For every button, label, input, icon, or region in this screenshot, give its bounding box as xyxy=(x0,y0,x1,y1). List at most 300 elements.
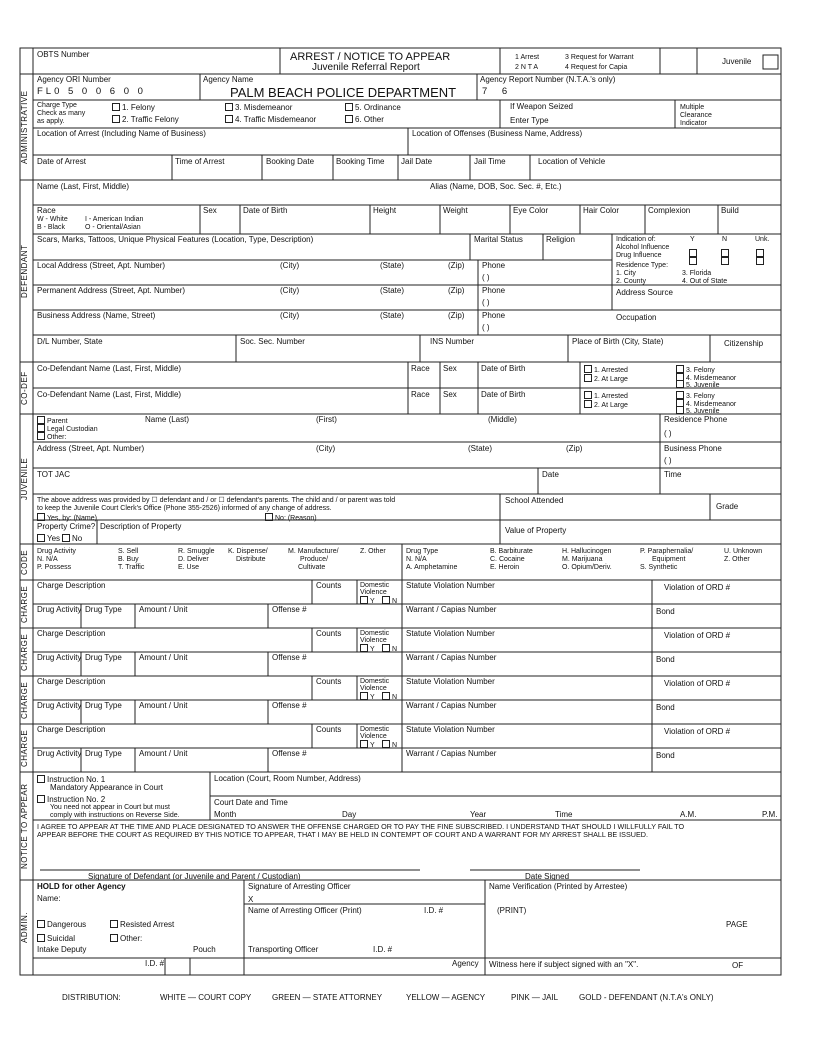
codef-dob-2: Date of Birth xyxy=(481,390,526,399)
codef-arrested-2[interactable] xyxy=(584,391,628,400)
label: N xyxy=(392,694,398,701)
local-phone-paren[interactable]: ( ) xyxy=(482,273,490,282)
alcohol-label: Alcohol Influence xyxy=(616,244,670,251)
warrant-label: Warrant / Capias Number xyxy=(406,701,497,710)
dt-barbiturate: B. Barbiturate xyxy=(490,548,533,555)
rt-county: 2. County xyxy=(616,278,646,285)
amount-label: Amount / Unit xyxy=(139,701,188,710)
intake-id-label: I.D. # xyxy=(145,959,165,968)
section-charge-1: CHARGE xyxy=(20,585,29,623)
dob-label: Date of Birth xyxy=(243,206,288,215)
scars-label: Scars, Marks, Tattoos, Unique Physical Features (Location, Type, Description) xyxy=(37,235,314,244)
juv-time-label: Time xyxy=(664,470,682,479)
arrest-option-3: 3 Request for Warrant xyxy=(565,54,634,61)
charge-type-misdemeanor[interactable] xyxy=(225,103,292,112)
dv-y[interactable] xyxy=(360,596,375,605)
drug-activity-label: Drug Activity xyxy=(37,605,82,614)
juv-notice-1: The above address was provided by ☐ defendant and / or ☐ defendant's parents. The child and / or parent was told xyxy=(37,497,396,504)
amount-label: Amount / Unit xyxy=(139,653,188,662)
label: No: (Reason) xyxy=(275,515,317,522)
report-number-value[interactable]: 7 6 xyxy=(482,86,514,97)
bus-state-label: (State) xyxy=(380,311,405,320)
ord-label: Violation of ORD # xyxy=(664,727,731,736)
complexion-label: Complexion xyxy=(648,206,691,215)
checkbox-icon xyxy=(345,103,353,111)
rt-florida: 3. Florida xyxy=(682,270,712,277)
label: Suicidal xyxy=(47,934,76,943)
time-arrest-label: Time of Arrest xyxy=(175,157,225,166)
ord-label: Violation of ORD # xyxy=(664,679,731,688)
da-sell: S. Sell xyxy=(118,548,139,555)
checkbox-icon xyxy=(584,400,592,408)
offense-label: Offense # xyxy=(272,605,307,614)
label: Resisted Arrest xyxy=(120,920,175,929)
dangerous-checkbox[interactable] xyxy=(37,920,86,929)
checkbox-icon xyxy=(37,775,45,783)
perm-phone-paren[interactable]: ( ) xyxy=(482,298,490,307)
court-date-label: Court Date and Time xyxy=(214,798,288,807)
counts-label: Counts xyxy=(316,677,342,686)
da-dispense: K. Dispense/ xyxy=(228,548,268,555)
codef-juv-1[interactable] xyxy=(676,380,719,389)
dv-label-2: Violence xyxy=(360,589,387,596)
label: 2. At Large xyxy=(594,376,628,383)
warrant-label: Warrant / Capias Number xyxy=(406,653,497,662)
label: Instruction No. 1 xyxy=(47,775,106,784)
dt-synthetic: S. Synthetic xyxy=(640,564,678,571)
charge-desc-label: Charge Description xyxy=(37,725,106,734)
witness-label: Witness here if subject signed with an "X". xyxy=(489,960,639,969)
juv-yes-by[interactable] xyxy=(37,513,97,522)
defendant-name-label: Name (Last, First, Middle) xyxy=(37,182,130,191)
da-na: N. N/A xyxy=(37,556,58,563)
month-label: Month xyxy=(214,810,237,819)
obts-label: OBTS Number xyxy=(37,50,90,59)
codef-atlarge-2[interactable] xyxy=(584,400,628,409)
officer-signature-x: X xyxy=(248,895,254,904)
ins-label: INS Number xyxy=(430,337,475,346)
property-yes[interactable] xyxy=(37,534,60,543)
drug-type-label: Drug Type xyxy=(85,701,122,710)
weapon-enter-type[interactable]: Enter Type xyxy=(510,116,549,125)
checkbox-icon xyxy=(110,934,118,942)
bus-zip-label: (Zip) xyxy=(448,311,465,320)
juv-zip: (Zip) xyxy=(566,444,583,453)
n-col: N xyxy=(722,236,728,243)
indication-label: Indication of: xyxy=(616,236,656,243)
local-address-label: Local Address (Street, Apt. Number) xyxy=(37,261,166,270)
of-label: OF xyxy=(732,961,744,970)
checkbox-icon xyxy=(62,534,70,542)
statute-label: Statute Violation Number xyxy=(406,629,495,638)
dv-label-2: Violence xyxy=(360,637,387,644)
dt-paraphernalia: P. Paraphernalia/ xyxy=(640,548,694,555)
label: 2. At Large xyxy=(594,402,628,409)
checkbox-icon xyxy=(382,692,390,700)
officer-id-label: I.D. # xyxy=(424,906,444,915)
dv-label: Domestic xyxy=(360,582,390,589)
checkbox-icon xyxy=(676,391,684,399)
offense-label: Offense # xyxy=(272,701,307,710)
perm-zip-label: (Zip) xyxy=(448,286,465,295)
section-charge-3: CHARGE xyxy=(20,681,29,719)
drug-type-label: Drug Type xyxy=(85,653,122,662)
label: 3. Felony xyxy=(686,367,715,374)
dv-y[interactable] xyxy=(360,644,375,653)
statute-label: Statute Violation Number xyxy=(406,677,495,686)
code-drug-type: Drug Type xyxy=(406,548,439,555)
da-deliver: D. Deliver xyxy=(178,556,209,563)
section-juvenile: JUVENILE xyxy=(20,457,29,501)
drug-y-checkbox[interactable] xyxy=(689,252,699,268)
checkbox-icon xyxy=(37,934,45,942)
ct3-label: 3. Misdemeanor xyxy=(235,103,293,112)
label: Instruction No. 2 xyxy=(47,795,106,804)
dt-hallucinogen: H. Hallucinogen xyxy=(562,548,612,555)
perm-city-label: (City) xyxy=(280,286,300,295)
multiple-clearance-3: Indicator xyxy=(680,120,707,127)
dt-opium: O. Opium/Deriv. xyxy=(562,564,612,571)
dist-pink: PINK — JAIL xyxy=(511,993,559,1002)
intake-deputy-label: Intake Deputy xyxy=(37,945,87,954)
occupation-label: Occupation xyxy=(616,313,657,322)
jail-time-label: Jail Time xyxy=(474,157,506,166)
religion-label: Religion xyxy=(546,235,575,244)
label: Parent xyxy=(47,418,68,425)
dt-heroin: E. Heroin xyxy=(490,564,520,571)
arrest-option-4: 4 Request for Capia xyxy=(565,64,628,71)
checkbox-icon xyxy=(112,115,120,123)
hold-name-label: Name: xyxy=(37,894,61,903)
charge-type-ordinance[interactable] xyxy=(345,103,401,112)
bond-label: Bond xyxy=(656,751,675,760)
label: Y xyxy=(370,742,375,749)
jail-date-label: Jail Date xyxy=(401,157,433,166)
da-produce: Produce/ xyxy=(300,556,329,563)
height-label: Height xyxy=(373,206,397,215)
y-col: Y xyxy=(690,236,695,243)
weight-label: Weight xyxy=(443,206,468,215)
drug-type-label: Drug Type xyxy=(85,749,122,758)
perm-phone-label: Phone xyxy=(482,286,506,295)
drug-n-checkbox[interactable] xyxy=(721,252,731,268)
form-subtitle: Juvenile Referral Report xyxy=(312,62,420,73)
da-buy: B. Buy xyxy=(118,556,139,563)
label: N xyxy=(392,742,398,749)
charge-type-label: Charge Type xyxy=(37,102,77,109)
local-phone-label: Phone xyxy=(482,261,506,270)
residence-type-label: Residence Type: xyxy=(616,262,669,269)
juvenile-label: Juvenile xyxy=(722,57,752,66)
distribution-label: DISTRIBUTION: xyxy=(62,993,121,1002)
multiple-clearance-2: Clearance xyxy=(680,112,712,119)
pob-label: Place of Birth (City, State) xyxy=(572,337,664,346)
checkbox-icon xyxy=(676,365,684,373)
check-as-many: Check as many xyxy=(37,110,86,117)
drug-activity-label: Drug Activity xyxy=(37,653,82,662)
dt-amphetamine: A. Amphetamine xyxy=(406,564,458,571)
drug-activity-label: Drug Activity xyxy=(37,701,82,710)
warrant-label: Warrant / Capias Number xyxy=(406,605,497,614)
as-apply: as apply. xyxy=(37,118,65,125)
race-black: B - Black xyxy=(37,224,66,231)
label: 5. Juvenile xyxy=(686,408,720,415)
dv-n[interactable] xyxy=(382,644,397,653)
agency-name-value[interactable]: PALM BEACH POLICE DEPARTMENT xyxy=(230,85,457,100)
codef-name-label-2: Co-Defendant Name (Last, First, Middle) xyxy=(37,390,182,399)
page-label: PAGE xyxy=(726,920,748,929)
juv-state: (State) xyxy=(468,444,493,453)
local-state-label: (State) xyxy=(380,261,405,270)
bus-phone-label: Phone xyxy=(482,311,506,320)
checkbox-icon xyxy=(676,406,684,414)
label: 4. Misdemeanor xyxy=(686,401,737,408)
section-charge-2: CHARGE xyxy=(20,633,29,671)
label: N xyxy=(392,646,398,653)
date-signed-label: Date Signed xyxy=(525,872,570,881)
report-number-label: Agency Report Number (N.T.A.'s only) xyxy=(480,75,616,84)
label: Y xyxy=(370,646,375,653)
label: Legal Custodian xyxy=(47,426,98,433)
counts-label: Counts xyxy=(316,725,342,734)
hair-label: Hair Color xyxy=(583,206,620,215)
ssn-label: Soc. Sec. Number xyxy=(240,337,305,346)
offense-label: Offense # xyxy=(272,749,307,758)
form-title: ARREST / NOTICE TO APPEAR xyxy=(290,51,451,63)
da-other: Z. Other xyxy=(360,548,386,555)
bond-label: Bond xyxy=(656,703,675,712)
section-notice: NOTICE TO APPEAR xyxy=(20,783,29,869)
checkbox-icon xyxy=(360,596,368,604)
amount-label: Amount / Unit xyxy=(139,749,188,758)
race-white: W - White xyxy=(37,216,68,223)
label: 5. Juvenile xyxy=(686,382,720,389)
sex-label: Sex xyxy=(203,206,217,215)
codef-juv-2[interactable] xyxy=(676,406,719,415)
location-vehicle-label: Location of Vehicle xyxy=(538,157,606,166)
dist-white: WHITE — COURT COPY xyxy=(160,993,252,1002)
business-address-label: Business Address (Name, Street) xyxy=(37,311,156,320)
checkbox-icon xyxy=(110,920,118,928)
checkbox-icon xyxy=(382,596,390,604)
time-label: Time xyxy=(555,810,573,819)
hold-label: HOLD for other Agency xyxy=(37,882,126,891)
codef-dob-1: Date of Birth xyxy=(481,364,526,373)
checkbox-icon xyxy=(345,115,353,123)
label: 1. Arrested xyxy=(594,367,628,374)
multiple-clearance-1: Multiple xyxy=(680,104,705,111)
section-charge-4: CHARGE xyxy=(20,729,29,767)
juv-notice-2: to keep the Juvenile Court Clerk's Office (Phone 355-2526) informed of any change of address. xyxy=(37,505,332,512)
label: Y xyxy=(370,598,375,605)
checkbox-icon xyxy=(37,513,45,521)
am-label: A.M. xyxy=(680,810,697,819)
charge-type-felony[interactable] xyxy=(112,103,155,112)
dv-n[interactable] xyxy=(382,596,397,605)
dv-n[interactable] xyxy=(382,692,397,701)
bond-label: Bond xyxy=(656,655,675,664)
dv-y[interactable] xyxy=(360,740,375,749)
checkbox-icon xyxy=(37,795,45,803)
booking-date-label: Booking Date xyxy=(266,157,315,166)
section-admin: ADMIN. xyxy=(20,912,29,943)
warrant-label: Warrant / Capias Number xyxy=(406,749,497,758)
checkbox-icon xyxy=(584,365,592,373)
dv-label: Domestic xyxy=(360,678,390,685)
unk-col: Unk. xyxy=(755,236,770,243)
bond-label: Bond xyxy=(656,607,675,616)
label: Other: xyxy=(120,934,143,943)
codef-atlarge-1[interactable] xyxy=(584,374,628,383)
defendant-signature-label: Signature of Defendant (or Juvenile and Parent / Custodian) xyxy=(88,872,301,881)
weapon-label: If Weapon Seized xyxy=(510,102,574,111)
charge-type-traffic-misd[interactable] xyxy=(225,115,316,124)
dv-label-2: Violence xyxy=(360,685,387,692)
drug-unk-checkbox[interactable] xyxy=(756,252,766,268)
juv-middle: (Middle) xyxy=(488,415,517,424)
dt-unknown: U. Unknown xyxy=(724,548,763,555)
bus-city-label: (City) xyxy=(280,311,300,320)
value-property-label: Value of Property xyxy=(505,526,567,535)
court-location-label: Location (Court, Room Number, Address) xyxy=(214,774,361,783)
dist-yellow: YELLOW — AGENCY xyxy=(406,993,486,1002)
property-no[interactable] xyxy=(62,534,82,543)
codef-arrested-1[interactable] xyxy=(584,365,628,374)
resisted-checkbox[interactable] xyxy=(110,920,174,929)
ct1-label: 1. Felony xyxy=(122,103,155,112)
offense-label: Offense # xyxy=(272,653,307,662)
juv-bus-phone: Business Phone xyxy=(664,444,722,453)
date-arrest-label: Date of Arrest xyxy=(37,157,86,166)
dv-y[interactable] xyxy=(360,692,375,701)
juvenile-checkbox[interactable] xyxy=(765,57,776,67)
location-arrest-label: Location of Arrest (Including Name of Business) xyxy=(37,129,206,138)
codef-name-label-1: Co-Defendant Name (Last, First, Middle) xyxy=(37,364,182,373)
print-label: (PRINT) xyxy=(497,906,527,915)
juv-res-phone: Residence Phone xyxy=(664,415,728,424)
charge-desc-label: Charge Description xyxy=(37,581,106,590)
label: Yes, by: (Name) xyxy=(47,515,97,522)
charge-desc-label: Charge Description xyxy=(37,629,106,638)
perm-address-label: Permanent Address (Street, Apt. Number) xyxy=(37,286,186,295)
checkbox-icon xyxy=(721,257,729,265)
section-defendant: DEFENDANT xyxy=(20,244,29,298)
other-checkbox[interactable] xyxy=(110,934,142,943)
dist-gold: GOLD - DEFENDANT (N.T.A's ONLY) xyxy=(579,993,714,1002)
arrest-option-2: 2 N T A xyxy=(515,64,539,71)
citizenship-label: Citizenship xyxy=(724,339,764,348)
agency-ori-label: Agency ORI Number xyxy=(37,75,111,84)
checkbox-icon xyxy=(112,103,120,111)
dv-label-2: Violence xyxy=(360,733,387,740)
race-label: Race xyxy=(37,206,56,215)
checkbox-icon xyxy=(37,416,45,424)
transporting-id-label: I.D. # xyxy=(373,945,393,954)
agreement-line-2: APPEAR BEFORE THE COURT AS REQUIRED BY THIS NOTICE TO APPEAR, THAT I MAY BE HELD IN CONTEMPT OF COURT AND A WARRANT FOR MY ARREST SHALL BE ISSUED. xyxy=(37,830,648,839)
dt-cocaine: C. Cocaine xyxy=(490,556,525,563)
checkbox-icon xyxy=(37,424,45,432)
charge-desc-label: Charge Description xyxy=(37,677,106,686)
juv-city: (City) xyxy=(316,444,336,453)
property-crime-label: Property Crime? xyxy=(37,522,96,531)
da-possess: P. Possess xyxy=(37,564,72,571)
location-offense-label: Location of Offenses (Business Name, Address) xyxy=(412,129,583,138)
charge-type-traffic-felony[interactable] xyxy=(112,115,179,124)
ct6-label: 6. Other xyxy=(355,115,384,124)
codef-race-1: Race xyxy=(411,364,430,373)
booking-time-label: Booking Time xyxy=(336,157,385,166)
build-label: Build xyxy=(721,206,739,215)
label: Dangerous xyxy=(47,920,87,929)
codef-sex-2: Sex xyxy=(443,390,457,399)
juv-name-last: Name (Last) xyxy=(145,415,190,424)
dt-equipment: Equipment xyxy=(652,556,686,563)
statute-label: Statute Violation Number xyxy=(406,725,495,734)
perm-state-label: (State) xyxy=(380,286,405,295)
drug-activity-label: Drug Activity xyxy=(37,749,82,758)
dv-label: Domestic xyxy=(360,630,390,637)
statute-label: Statute Violation Number xyxy=(406,581,495,590)
instruction-2[interactable] xyxy=(37,795,105,804)
juv-date-label: Date xyxy=(542,470,559,479)
dt-marijuana: M. Marijuana xyxy=(562,556,603,563)
dv-n[interactable] xyxy=(382,740,397,749)
marital-label: Marital Status xyxy=(474,235,523,244)
checkbox-icon xyxy=(265,513,273,521)
ord-label: Violation of ORD # xyxy=(664,583,731,592)
rt-out-of-state: 4. Out of State xyxy=(682,278,728,285)
dist-green: GREEN — STATE ATTORNEY xyxy=(272,993,383,1002)
dt-na: N. N/A xyxy=(406,556,427,563)
address-source-label: Address Source xyxy=(616,288,673,297)
label: N xyxy=(392,598,398,605)
charge-type-other[interactable] xyxy=(345,115,384,124)
checkbox-icon xyxy=(360,692,368,700)
checkbox-icon xyxy=(584,374,592,382)
desc-property-label: Description of Property xyxy=(100,522,182,531)
checkbox-icon xyxy=(676,380,684,388)
agreement-line-1: I AGREE TO APPEAR AT THE TIME AND PLACE DESIGNATED TO ANSWER THE OFFENSE CHARGED OR TO PAY THE FINE SUBSCRIBED. I UNDERSTAND THAT SHOULD I WILLFULLY FAIL TO xyxy=(37,822,685,831)
day-label: Day xyxy=(342,810,357,819)
label: 4. Misdemeanor xyxy=(686,375,737,382)
juv-no-reason[interactable] xyxy=(265,513,317,522)
checkbox-icon xyxy=(225,115,233,123)
pm-label: P.M. xyxy=(762,810,778,819)
juv-bus-phone-paren[interactable]: ( ) xyxy=(664,456,672,465)
juv-res-phone-paren[interactable]: ( ) xyxy=(664,429,672,438)
juv-other[interactable] xyxy=(37,432,66,441)
juv-address: Address (Street, Apt. Number) xyxy=(37,444,145,453)
section-codef: CO-DEF xyxy=(20,371,29,405)
label: Yes xyxy=(47,534,61,543)
dv-label: Domestic xyxy=(360,726,390,733)
da-use: E. Use xyxy=(178,564,200,571)
counts-label: Counts xyxy=(316,629,342,638)
eye-label: Eye Color xyxy=(513,206,549,215)
alias-label: Alias (Name, DOB, Soc. Sec. #, Etc.) xyxy=(430,182,562,191)
label: No xyxy=(72,534,83,543)
tot-jac-label: TOT JAC xyxy=(37,470,71,479)
agency-ori-value[interactable]: FL0 5 0 0 6 0 0 xyxy=(37,86,146,97)
code-drug-activity: Drug Activity xyxy=(37,548,76,555)
juv-first: (First) xyxy=(316,415,337,424)
instruction-2b: You need not appear in Court but must xyxy=(50,804,170,811)
bus-phone-paren[interactable]: ( ) xyxy=(482,323,490,332)
race-indian: I - American Indian xyxy=(85,216,144,223)
da-manufacture: M. Manufacture/ xyxy=(288,548,339,555)
suicidal-checkbox[interactable] xyxy=(37,934,75,943)
ct2-label: 2. Traffic Felony xyxy=(122,115,179,124)
